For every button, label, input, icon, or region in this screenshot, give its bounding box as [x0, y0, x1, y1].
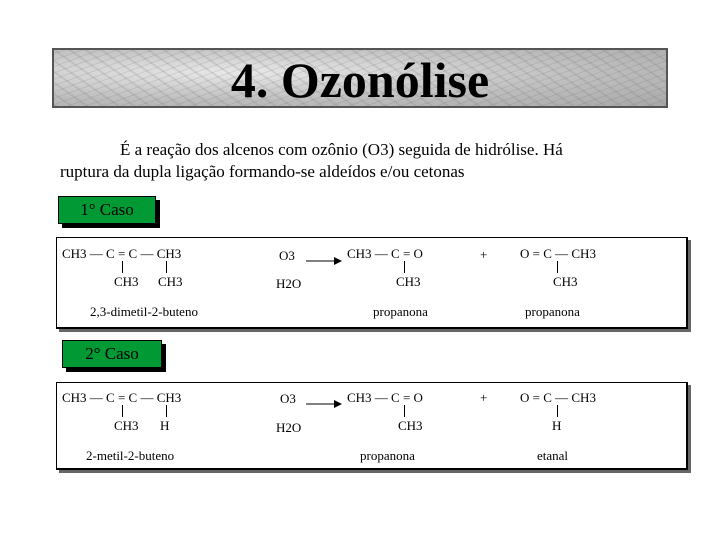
- case-2-product-2: O = C — CH3: [520, 390, 596, 405]
- case-2-reactant-name: 2-metil-2-buteno: [86, 448, 175, 463]
- title-banner: [52, 48, 668, 108]
- case-1-label: 1° Caso: [58, 196, 156, 224]
- case-1-product-2-bond: [557, 261, 558, 273]
- case-2-reactant-bond-2: [166, 405, 167, 417]
- case-1-plus: +: [480, 247, 488, 262]
- case-2-product-1-bond: [404, 405, 405, 417]
- case-2-reagent-water: H2O: [276, 420, 302, 435]
- case-1-reactant-bond-2: [166, 261, 167, 273]
- case-1-reagent-ozone: O3: [279, 248, 295, 263]
- case-2-reaction-arrow: [306, 400, 342, 408]
- case-1-reaction-arrow: [306, 257, 342, 265]
- case-2-reactant-sub-2: H: [160, 418, 170, 433]
- case-2-product-2-name: etanal: [537, 448, 569, 463]
- case-2-product-2-bond: [557, 405, 558, 417]
- case-2-reactant-sub-1: CH3: [114, 418, 139, 433]
- case-2-reagent-ozone: O3: [280, 391, 296, 406]
- case-1-reagent-water: H2O: [276, 276, 302, 291]
- case-2-product-1-sub: CH3: [398, 418, 423, 433]
- case-1-reactant-name: 2,3-dimetil-2-buteno: [90, 304, 198, 319]
- case-2-product-2-sub: H: [552, 418, 562, 433]
- case-1-reactant-bond-1: [122, 261, 123, 273]
- case-2-product-1: CH3 — C = O: [347, 390, 423, 405]
- case-1-product-1-name: propanona: [373, 304, 428, 319]
- intro-line-2: ruptura da dupla ligação formando-se aldeídos e/ou cetonas: [60, 162, 465, 181]
- case-2-reactant-bond-1: [122, 405, 123, 417]
- case-2-label: 2° Caso: [62, 340, 162, 368]
- case-1-product-1-bond: [404, 261, 405, 273]
- case-1-reactant-sub-1: CH3: [114, 274, 139, 289]
- case-1-product-2-name: propanona: [525, 304, 580, 319]
- page-title: 4. Ozonólise: [230, 52, 490, 108]
- case-1-product-1-sub: CH3: [396, 274, 421, 289]
- case-2-product-1-name: propanona: [360, 448, 415, 463]
- case-1-reactant-sub-2: CH3: [158, 274, 183, 289]
- intro-line-1: É a reação dos alcenos com ozônio (O3) seguida de hidrólise. Há: [120, 140, 563, 159]
- case-1-reactant: CH3 — C = C — CH3: [62, 246, 182, 261]
- case-1-product-1: CH3 — C = O: [347, 246, 423, 261]
- case-2-plus: +: [480, 390, 488, 405]
- case-2-reactant: CH3 — C = C — CH3: [62, 390, 182, 405]
- case-1-product-2: O = C — CH3: [520, 246, 596, 261]
- case-1-product-2-sub: CH3: [553, 274, 578, 289]
